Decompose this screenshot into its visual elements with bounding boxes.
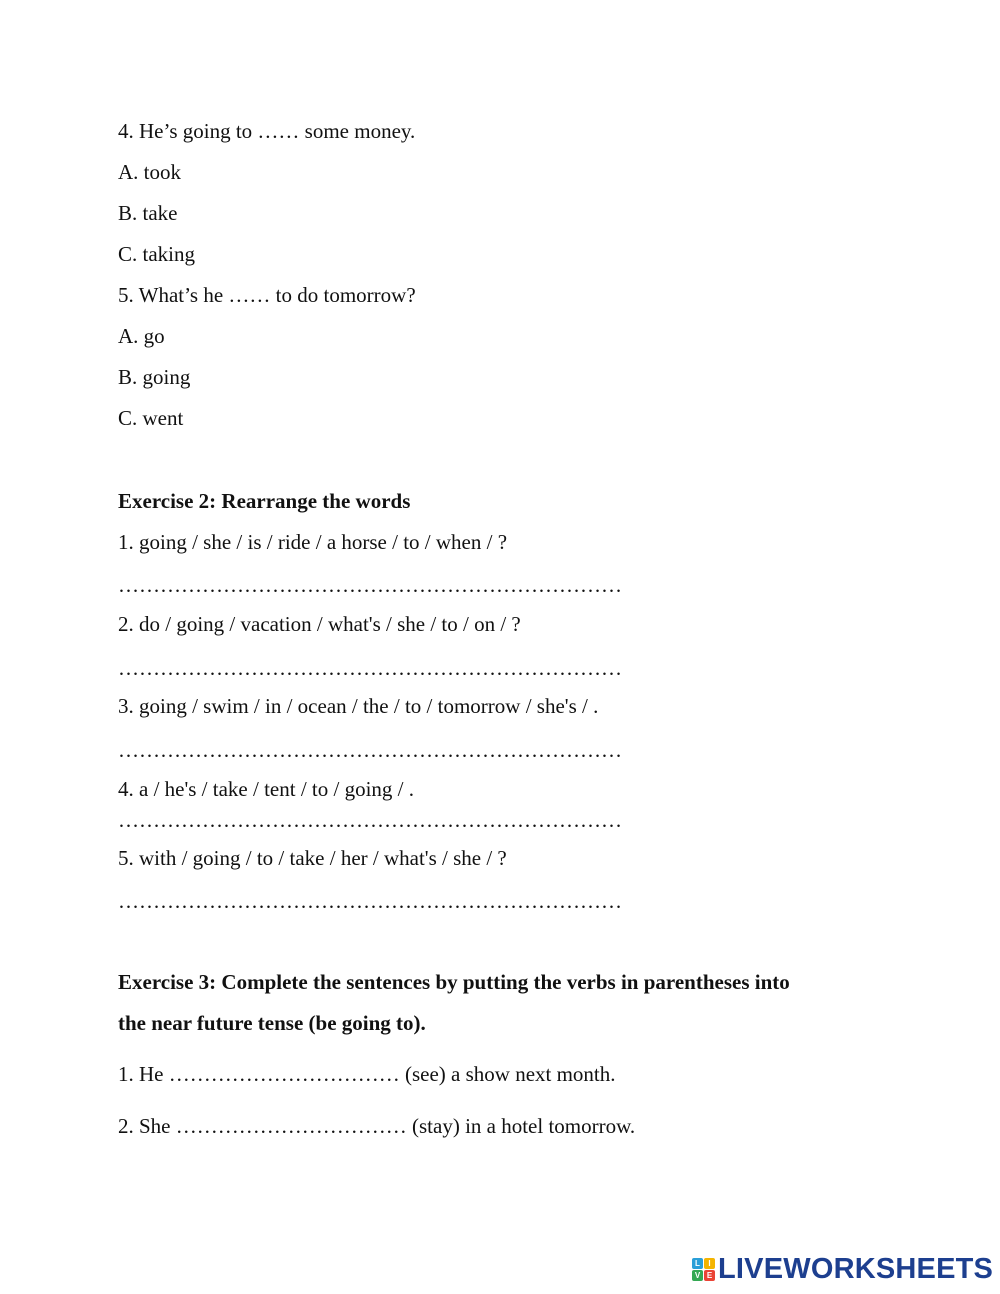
q4-option-b: B. take <box>118 201 178 225</box>
liveworksheets-wordmark: LIVEWORKSHEETS <box>718 1252 994 1285</box>
ex2-answer-line-3[interactable]: ……………………………………………………………… <box>118 738 622 762</box>
q5-option-c: C. went <box>118 406 184 430</box>
logo-mark-tile-l: L <box>692 1258 703 1269</box>
logo-mark-tile-i: I <box>704 1258 715 1269</box>
ex2-answer-line-4[interactable]: ……………………………………………………………… <box>118 808 622 832</box>
question-4: 4. He’s going to …… some money. <box>118 119 416 143</box>
ex2-answer-line-2[interactable]: ……………………………………………………………… <box>118 656 622 680</box>
q4-option-c: C. taking <box>118 242 195 266</box>
liveworksheets-mark-icon <box>692 1258 715 1281</box>
ex2-item-4: 4. a / he's / take / tent / to / going / . <box>118 777 414 801</box>
liveworksheets-logo <box>692 1252 993 1286</box>
ex2-item-1: 1. going / she / is / ride / a horse / to / when / ? <box>118 530 508 554</box>
ex3-item-2[interactable]: 2. She …………………………… (stay) in a hotel tomorrow. <box>118 1114 636 1138</box>
ex2-item-3: 3. going / swim / in / ocean / the / to / tomorrow / she's / . <box>118 694 599 718</box>
q5-option-a: A. go <box>118 324 165 348</box>
ex2-item-5: 5. with / going / to / take / her / what's / she / ? <box>118 846 507 870</box>
exercise-2-title: Exercise 2: Rearrange the words <box>118 489 411 513</box>
question-5: 5. What’s he …… to do tomorrow? <box>118 283 416 307</box>
logo-mark-tile-v: V <box>692 1270 703 1281</box>
ex2-answer-line-1[interactable]: ……………………………………………………………… <box>118 573 622 597</box>
q5-option-b: B. going <box>118 365 191 389</box>
ex2-item-2: 2. do / going / vacation / what's / she / to / on / ? <box>118 612 521 636</box>
logo-mark-tile-e: E <box>704 1270 715 1281</box>
exercise-3-title-line-2: the near future tense (be going to). <box>118 1011 426 1035</box>
ex2-answer-line-5[interactable]: ……………………………………………………………… <box>118 889 622 913</box>
ex3-item-1[interactable]: 1. He …………………………… (see) a show next month. <box>118 1062 616 1086</box>
q4-option-a: A. took <box>118 160 181 184</box>
exercise-3-title-line-1: Exercise 3: Complete the sentences by putting the verbs in parentheses into <box>118 970 790 994</box>
